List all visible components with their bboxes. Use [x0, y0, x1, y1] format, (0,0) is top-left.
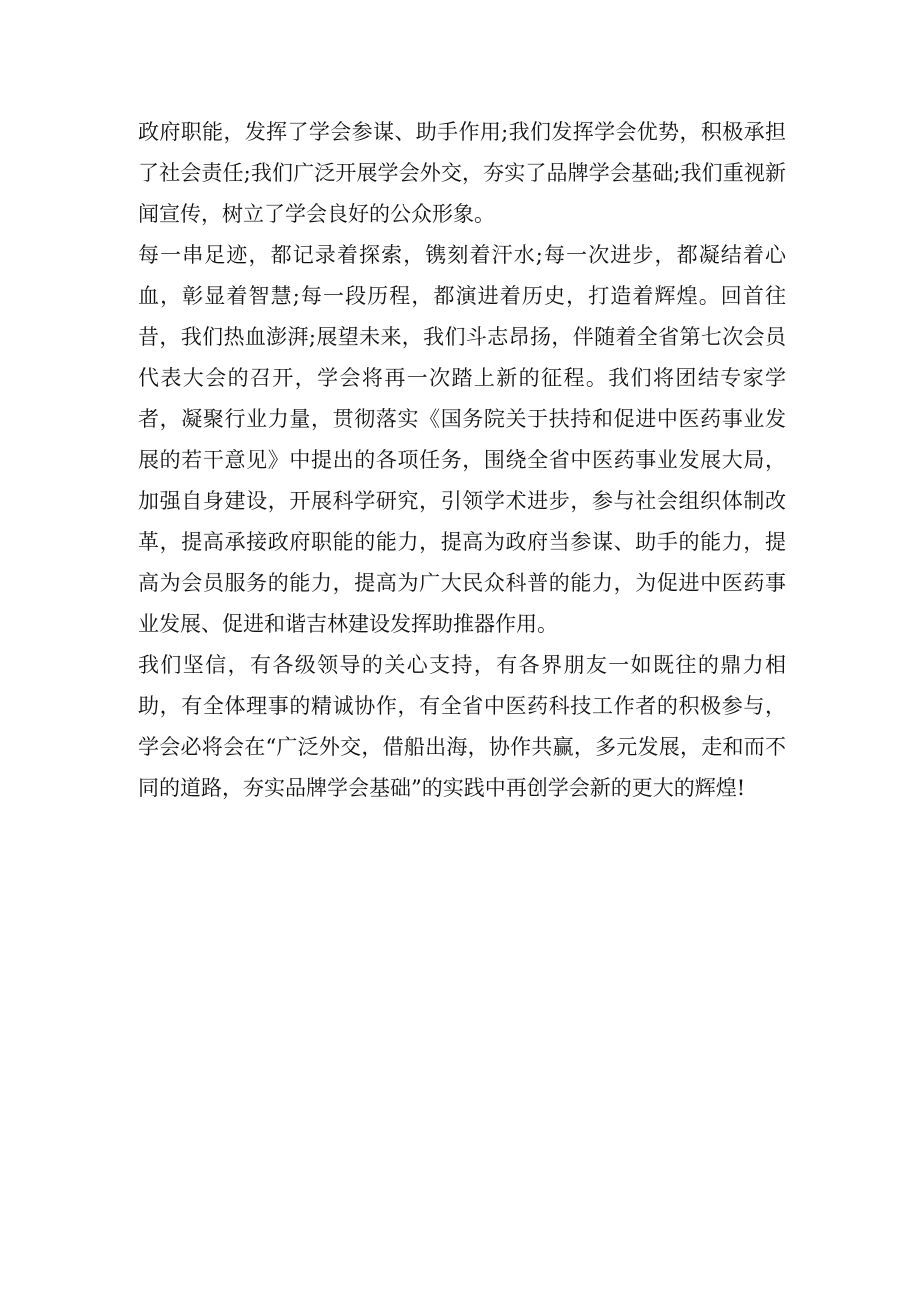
paragraph-3: 我们坚信，有各级领导的关心支持，有各界朋友一如既往的鼎力相助，有全体理事的精诚协作，有全省中医药科技工作者的积极参与，学会必将会在“广泛外交，借船出海，协作共赢，多元发展，走和而不同的道路，夯实品牌学会基础”的实践中再创学会新的更大的辉煌!: [138, 653, 786, 800]
paragraph-2: 每一串足迹，都记录着探索，镌刻着汗水;每一次进步，都凝结着心血，彰显着智慧;每一段历程，都演进着历史，打造着辉煌。回首往昔，我们热血澎湃;展望未来，我们斗志昂扬，伴随着全省第七次会员代表大会的召开，学会将再一次踏上新的征程。我们将团结专家学者，凝聚行业力量，贯彻落实《国务院关于扶持和促进中医药事业发展的若干意见》中提出的各项任务，围绕全省中医药事业发展大局，加强自身建设，开展科学研究，引领学术进步，参与社会组织体制改革，提高承接政府职能的能力，提高为政府当参谋、助手的能力，提高为会员服务的能力，提高为广大民众科普的能力，为促进中医药事业发展、促进和谐吉林建设发挥助推器作用。: [138, 243, 786, 636]
paragraph-1: 政府职能，发挥了学会参谋、助手作用;我们发挥学会优势，积极承担了社会责任;我们广泛开展学会外交，夯实了品牌学会基础;我们重视新闻宣传，树立了学会良好的公众形象。: [138, 120, 786, 226]
document-page: [138, 112, 786, 809]
